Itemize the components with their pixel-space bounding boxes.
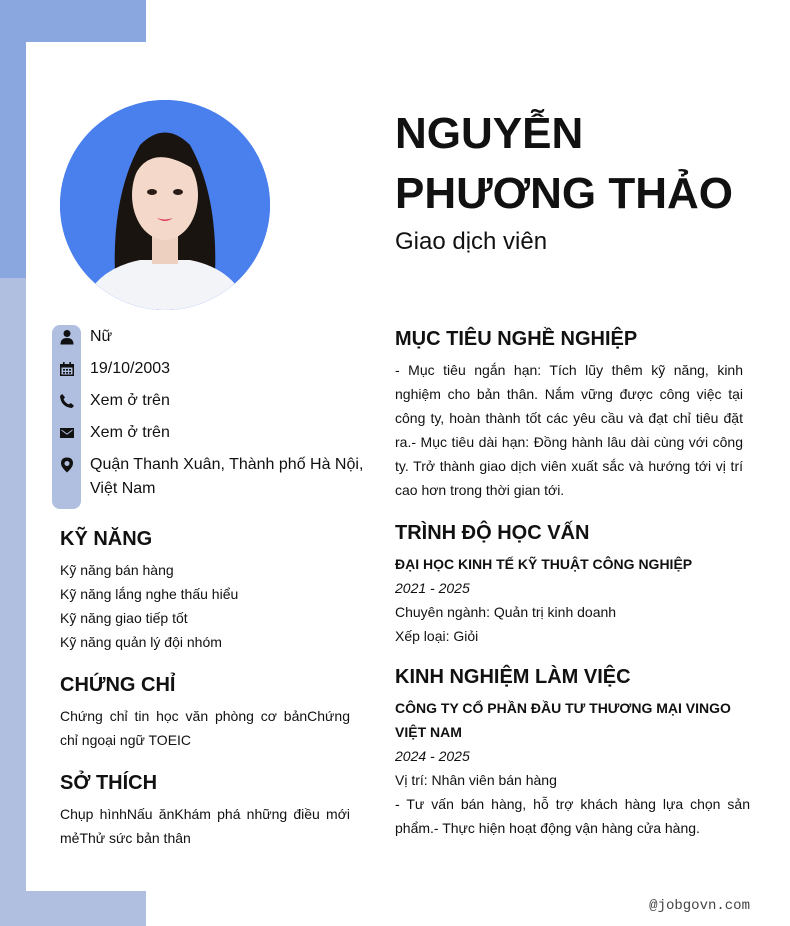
email-icon [56,421,78,445]
phone-icon [56,389,78,413]
experience-section [395,664,750,840]
hobbies-section [60,770,350,850]
objective-section [395,326,743,502]
skill-item: Kỹ năng lắng nghe thấu hiểu [60,586,239,602]
education-grade: Xếp loại: Giỏi [395,628,479,644]
skill-item: Kỹ năng bán hàng [60,562,174,578]
job-title: Giao dịch viên [395,228,548,255]
phone-value: Xem ở trên [90,392,170,409]
hobbies-heading: SỞ THÍCH [60,772,158,794]
company-name: CÔNG TY CỔ PHẦN ĐẦU TƯ THƯƠNG MẠI VINGO VIỆT NAM [395,700,731,740]
education-period: 2021 - 2025 [395,580,470,596]
experience-period: 2024 - 2025 [395,748,470,764]
info-birthdate [56,357,366,381]
contact-info [56,325,366,509]
info-gender [56,325,366,349]
education-major: Chuyên ngành: Quản trị kinh doanh [395,604,617,620]
site-watermark: @jobgovn.com [649,898,750,914]
info-address [56,453,366,501]
certificates-section [60,672,350,752]
certificates-heading: CHỨNG CHỈ [60,674,176,696]
gender-value: Nữ [90,328,113,345]
candidate-name: NGUYỄN PHƯƠNG THẢO [395,109,734,218]
skills-heading: KỸ NĂNG [60,528,153,550]
education-heading: TRÌNH ĐỘ HỌC VẤN [395,522,590,544]
info-phone [56,389,366,413]
experience-position: Vị trí: Nhân viên bán hàng [395,772,557,788]
experience-heading: KINH NGHIỆM LÀM VIỆC [395,666,631,688]
person-icon [56,325,78,349]
school-name: ĐẠI HỌC KINH TẾ KỸ THUẬT CÔNG NGHIỆP [395,556,693,572]
location-pin-icon [56,453,78,477]
skills-section [60,526,350,654]
certificates-text: Chứng chỉ tin học văn phòng cơ bảnChứng chỉ ngoại ngữ TOEIC [60,708,350,748]
email-value: Xem ở trên [90,424,170,441]
info-email [56,421,366,445]
skill-item: Kỹ năng quản lý đội nhóm [60,634,222,650]
objective-text: - Mục tiêu ngắn hạn: Tích lũy thêm kỹ năng, kinh nghiệm cho bản thân. Nắm vững được công việc tại công ty, hoàn thành tốt các yêu cầu và đạt chỉ tiêu đặt ra.- Mục tiêu dài hạn: Đồng hành lâu dài cùng với công ty. Trở thành giao dịch viên xuất sắc và hướng tới vị trí cao hơn trong thời gian tới. [395,362,743,498]
experience-description: - Tư vấn bán hàng, hỗ trợ khách hàng lựa chọn sản phẩm.- Thực hiện hoạt động vận hàng cửa hàng. [395,796,750,836]
profile-photo [60,100,270,310]
address-value: Quận Thanh Xuân, Thành phố Hà Nội, Việt Nam [90,456,364,497]
calendar-icon [56,357,78,381]
objective-heading: MỤC TIÊU NGHỀ NGHIỆP [395,328,638,350]
birthdate-value: 19/10/2003 [90,360,171,377]
education-section [395,520,743,648]
hobbies-text: Chụp hìnhNấu ănKhám phá những điều mới mẻThử sức bản thân [60,806,350,846]
skill-item: Kỹ năng giao tiếp tốt [60,610,188,626]
